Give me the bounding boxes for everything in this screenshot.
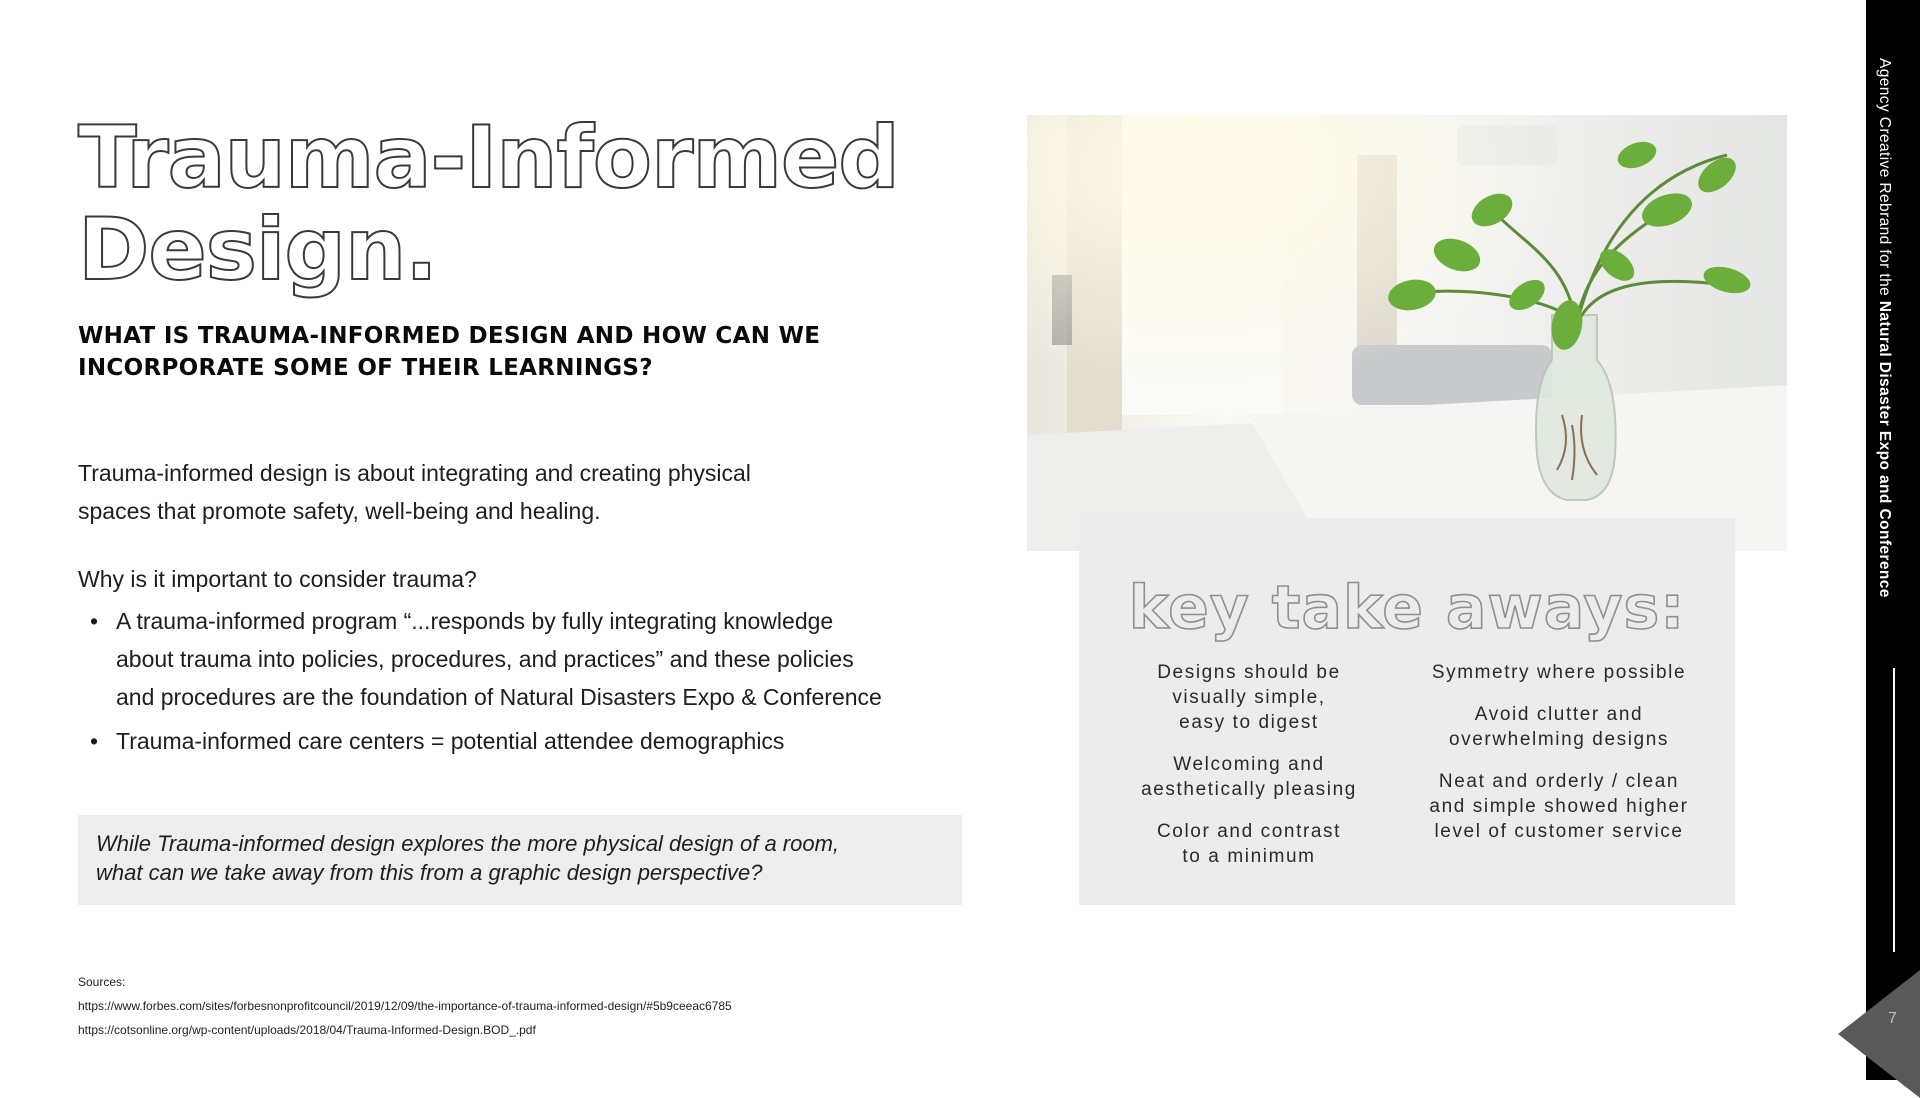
sidebar-project-title xyxy=(1875,58,1893,598)
takeaway-line: overwhelming designs xyxy=(1449,729,1669,750)
source-link-1[interactable]: https://www.forbes.com/sites/forbesnonprofitcouncil/2019/12/09/the-importance-of-trauma-informed-design/#5b9ceeac6785 xyxy=(78,999,732,1013)
takeaway-item xyxy=(1099,752,1399,802)
title-line-2: Design. xyxy=(78,200,437,300)
title-line-1: Trauma-Informed xyxy=(78,108,899,208)
page-tab-shape xyxy=(1838,970,1920,1098)
takeaways-right-column xyxy=(1409,660,1709,861)
quote-box xyxy=(78,815,962,905)
takeaway-line: and simple showed higher xyxy=(1429,796,1689,817)
takeaway-line: Designs should be xyxy=(1157,662,1341,683)
key-takeaways-panel xyxy=(1079,518,1735,905)
takeaways-left-column xyxy=(1099,660,1399,886)
sources-label: Sources: xyxy=(78,975,126,989)
takeaway-line: aesthetically pleasing xyxy=(1141,779,1357,800)
bullet-icon: • xyxy=(90,608,99,634)
takeaway-line: Color and contrast xyxy=(1156,821,1342,842)
question-text: Why is it important to consider trauma? xyxy=(78,566,477,592)
intro-line-2: spaces that promote safety, well-being and healing. xyxy=(78,498,601,524)
source-link-2[interactable]: https://cotsonline.org/wp-content/uploads/2018/04/Trauma-Informed-Design.BOD_.pdf xyxy=(78,1023,536,1037)
takeaway-line: Avoid clutter and xyxy=(1474,704,1644,725)
takeaway-line: Symmetry where possible xyxy=(1431,662,1687,683)
takeaway-line: level of customer service xyxy=(1434,821,1684,842)
bullet-1-line-1: A trauma-informed program “...responds by fully integrating knowledge xyxy=(116,608,834,634)
bullet-item-2 xyxy=(78,722,978,760)
interior-plant-photo xyxy=(1027,115,1787,551)
sources xyxy=(78,970,732,1042)
sidebar-divider xyxy=(1893,668,1895,952)
bullet-1-line-2: about trauma into policies, procedures, and practices” and these policies xyxy=(116,646,854,672)
sidebar-title-bold: Natural Disaster Expo and Conference xyxy=(1876,300,1893,598)
takeaway-line: visually simple, xyxy=(1172,687,1326,708)
bullet-item-1 xyxy=(78,602,978,716)
takeaway-item xyxy=(1099,660,1399,735)
subheading xyxy=(78,320,898,384)
subheading-line-2: INCORPORATE SOME OF THEIR LEARNINGS? xyxy=(78,355,653,381)
takeaway-item xyxy=(1409,769,1709,844)
takeaway-line: easy to digest xyxy=(1179,712,1319,733)
takeaway-line: Welcoming and xyxy=(1173,754,1325,775)
takeaway-item xyxy=(1409,702,1709,752)
takeaway-line: to a minimum xyxy=(1182,846,1316,867)
intro-line-1: Trauma-informed design is about integrating and creating physical xyxy=(78,460,751,486)
bullet-1-line-3: and procedures are the foundation of Natural Disasters Expo & Conference xyxy=(116,684,882,710)
quote-line-1: While Trauma-informed design explores the more physical design of a room, xyxy=(96,831,840,856)
bullet-icon: • xyxy=(90,728,99,754)
page-number: 7 xyxy=(1888,1010,1897,1027)
bullet-2-text: Trauma-informed care centers = potential attendee demographics xyxy=(116,728,785,754)
intro-paragraph xyxy=(78,454,878,530)
takeaway-item xyxy=(1409,660,1709,685)
bullet-list xyxy=(78,602,978,766)
key-takeaways-title: key take aways: xyxy=(1128,573,1686,643)
page-title xyxy=(78,108,899,300)
takeaway-item xyxy=(1099,819,1399,869)
subheading-line-1: WHAT IS TRAUMA-INFORMED DESIGN AND HOW CAN WE xyxy=(78,323,821,349)
quote-line-2: what can we take away from this from a graphic design perspective? xyxy=(96,860,763,885)
takeaway-line: Neat and orderly / clean xyxy=(1438,771,1680,792)
sidebar-title-regular: Agency Creative Rebrand for the xyxy=(1876,58,1893,301)
quote-text xyxy=(78,815,962,901)
